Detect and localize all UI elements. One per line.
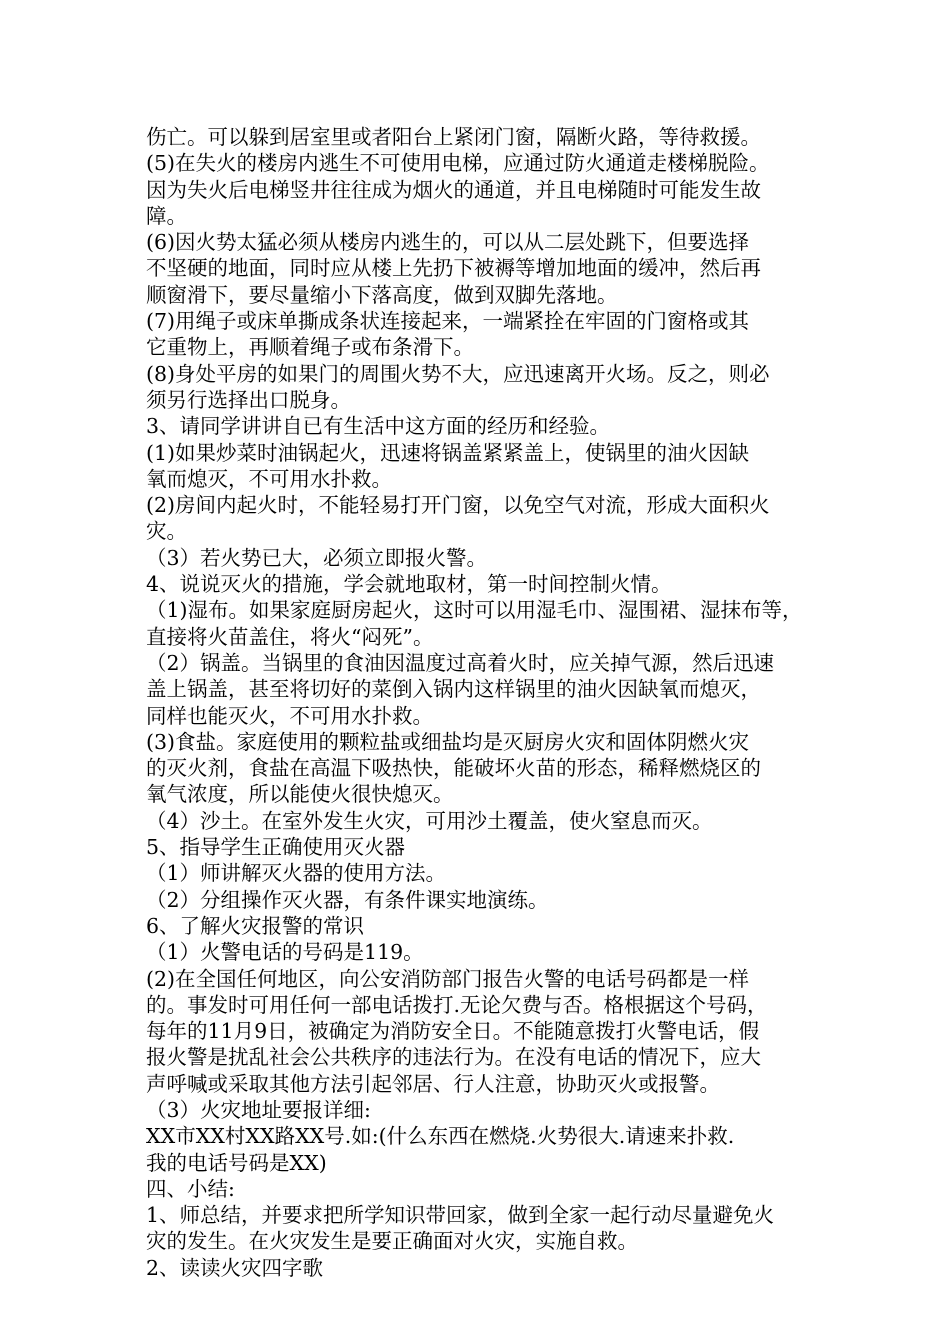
text-line: （1）师讲解灭火器的使用方法。 xyxy=(146,861,447,886)
text-line: 2、读读火灾四字歌 xyxy=(146,1255,324,1280)
text-line: 我的电话号码是XX) xyxy=(146,1150,327,1175)
text-line: XX市XX村XX路XX号.如:(什么东西在燃烧.火势很大.请速来扑救. xyxy=(146,1124,735,1149)
document-body xyxy=(146,124,826,1281)
text-line: 1、师总结，并要求把所学知识带回家，做到全家一起行动尽量避免火 xyxy=(146,1203,775,1228)
section-heading: 4、说说灭火的措施，学会就地取材，第一时间控制火情。 xyxy=(146,572,672,597)
text-line: 每年的11月9日，被确定为消防安全日。不能随意拨打火警电话，假 xyxy=(146,1019,760,1044)
text-line: 不坚硬的地面，同时应从楼上先扔下被褥等增加地面的缓冲，然后再 xyxy=(146,256,761,281)
text-line: (7)用绳子或床单撕成条状连接起来，一端紧拴在牢固的门窗格或其 xyxy=(146,309,750,334)
text-line: 声呼喊或采取其他方法引起邻居、行人注意，协助灭火或报警。 xyxy=(146,1071,720,1096)
text-line: 障。 xyxy=(146,203,187,228)
text-line: (6)因火势太猛必须从楼房内逃生的，可以从二层处跳下，但要选择 xyxy=(146,230,750,255)
text-line: （2）分组操作灭火器，有条件课实地演练。 xyxy=(146,887,549,912)
section-heading: 3、请同学讲讲自已有生活中这方面的经历和经验。 xyxy=(146,414,611,439)
text-line: 顺窗滑下，要尽量缩小下落高度，做到双脚先落地。 xyxy=(146,282,618,307)
text-line: （3）若火势已大，必须立即报火警。 xyxy=(146,545,488,570)
text-line: （1）火警电话的号码是119。 xyxy=(146,940,424,965)
text-line: (2)房间内起火时，不能轻易打开门窗，以免空气对流，形成大面积火 xyxy=(146,493,770,518)
text-line: (8)身处平房的如果门的周围火势不大，应迅速离开火场。反之，则必 xyxy=(146,361,770,386)
text-line: 须另行选择出口脱身。 xyxy=(146,387,351,412)
text-line: (1)如果炒菜时油锅起火，迅速将锅盖紧紧盖上，使锅里的油火因缺 xyxy=(146,440,750,465)
text-line: (2)在全国任何地区，向公安消防部门报告火警的电话号码都是一样 xyxy=(146,966,750,991)
text-line: 盖上锅盖，甚至将切好的菜倒入锅内这样锅里的油火因缺氧而熄灭， xyxy=(146,677,761,702)
text-line: 报火警是扰乱社会公共秩序的违法行为。在没有电话的情况下，应大 xyxy=(146,1045,761,1070)
text-line: （1)湿布。如果家庭厨房起火，这时可以用湿毛巾、湿围裙、湿抹布等， xyxy=(146,598,803,623)
text-line: （3）火灾地址要报详细: xyxy=(146,1097,371,1122)
text-line: 的灭火剂，食盐在高温下吸热快，能破坏火苗的形态，稀释燃烧区的 xyxy=(146,756,761,781)
text-line: 灾的发生。在火灾发生是要正确面对火灾，实施自救。 xyxy=(146,1229,638,1254)
text-line: 因为失火后电梯竖井往往成为烟火的通道，并且电梯随时可能发生故 xyxy=(146,177,761,202)
text-line: 的。事发时可用任何一部电话拨打.无论欠费与否。格根据这个号码， xyxy=(146,992,768,1017)
text-line: 伤亡。可以躲到居室里或者阳台上紧闭门窗，隔断火路，等待救援。 xyxy=(146,125,761,149)
text-line: 氧气浓度，所以能使火很快熄灭。 xyxy=(146,782,454,807)
text-line: （2）锅盖。当锅里的食油因温度过高着火时，应关掉气源，然后迅速 xyxy=(146,650,775,675)
text-line: 同样也能灭火，不可用水扑救。 xyxy=(146,703,433,728)
text-line: 氧而熄灭，不可用水扑救。 xyxy=(146,466,392,491)
text-line: 它重物上，再顺着绳子或布条滑下。 xyxy=(146,335,474,360)
section-heading: 6、了解火灾报警的常识 xyxy=(146,913,365,938)
text-line: （4）沙土。在室外发生火灾，可用沙土覆盖，使火窒息而灭。 xyxy=(146,808,713,833)
text-line: (3)食盐。家庭使用的颗粒盐或细盐均是灭厨房火灾和固体阴燃火灾 xyxy=(146,729,750,754)
section-heading: 四、小结: xyxy=(146,1176,235,1201)
text-line: 直接将火苗盖住，将火“闷死”。 xyxy=(146,624,434,649)
text-line: (5)在失火的楼房内逃生不可使用电梯，应通过防火通道走楼梯脱险。 xyxy=(146,151,770,176)
section-heading: 5、指导学生正确使用灭火器 xyxy=(146,835,406,860)
text-line: 灾。 xyxy=(146,519,187,544)
